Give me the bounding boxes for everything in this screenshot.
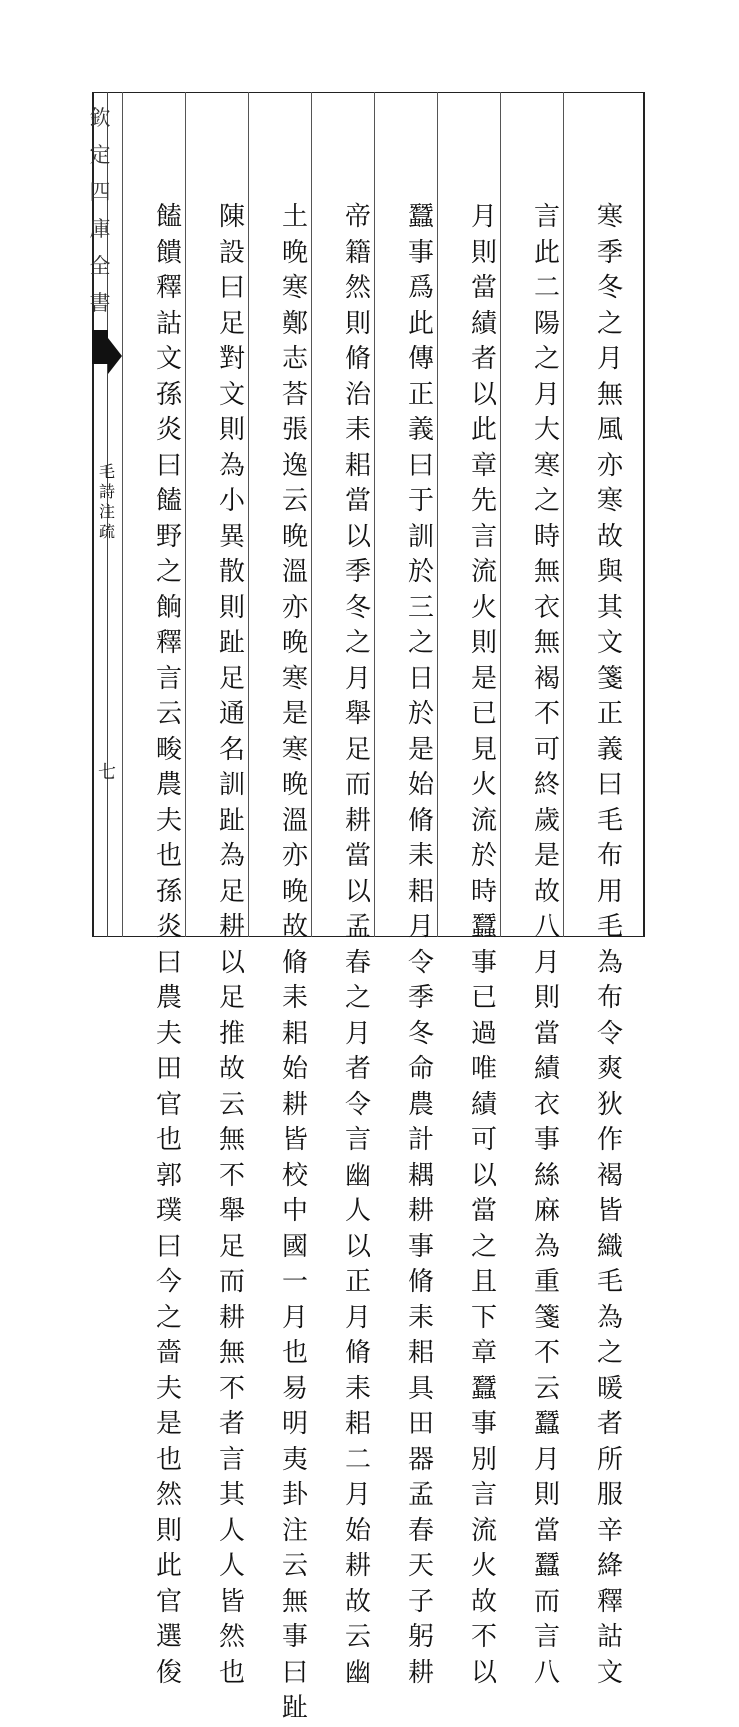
text-columns: [108, 92, 645, 1723]
text-column-4: 蠶事爲此傳正義曰于訓於三之日於是始脩耒耜月令季冬命農計耦耕事脩耒耜具田器孟春天子躬耕: [407, 202, 434, 1688]
margin-title: 毛詩注疏: [98, 462, 115, 541]
text-column-6: 土晚寒鄭志荅張逸云晚溫亦晚寒是寒晚溫亦晚故脩耒耜始耕皆校中國一月也易明夷卦注云無事曰趾: [281, 202, 308, 1723]
text-column-2: 言此二陽之月大寒之時無衣無褐不可終歲是故八月則當績衣事絲麻為重箋不云蠶月則當蠶而言八: [533, 202, 560, 1688]
page-number: 七: [98, 762, 116, 783]
text-column-3: 月則當績者以此章先言流火則是已見火流於時蠶事已過唯績可以當之且下章蠶事別言流火故不以: [470, 202, 497, 1688]
column-rule: [122, 92, 123, 937]
book-edge-title: 欽定四庫全書: [89, 106, 111, 315]
text-column-5: 帝籍然則脩治耒耜當以季冬之月舉足而耕當以孟春之月者令言幽人以正月脩耒耜二月始耕故云幽: [344, 202, 371, 1688]
text-column-7: 陳設曰足對文則為小異散則趾足通名訓趾為足耕以足推故云無不舉足而耕無不者言其人人皆然也: [218, 202, 245, 1688]
text-column-1: 寒季冬之月無風亦寒故與其文箋正義曰毛布用毛為布令爽狄作褐皆織毛為之暖者所服辛絳釋詁文: [596, 202, 623, 1688]
fishtail-mark: [92, 330, 108, 364]
text-column-8: 饁饋釋詁文孫炎曰饁野之餉釋言云畯農夫也孫炎曰農夫田官也郭璞曰今之嗇夫是也然則此官選俊: [155, 202, 182, 1688]
